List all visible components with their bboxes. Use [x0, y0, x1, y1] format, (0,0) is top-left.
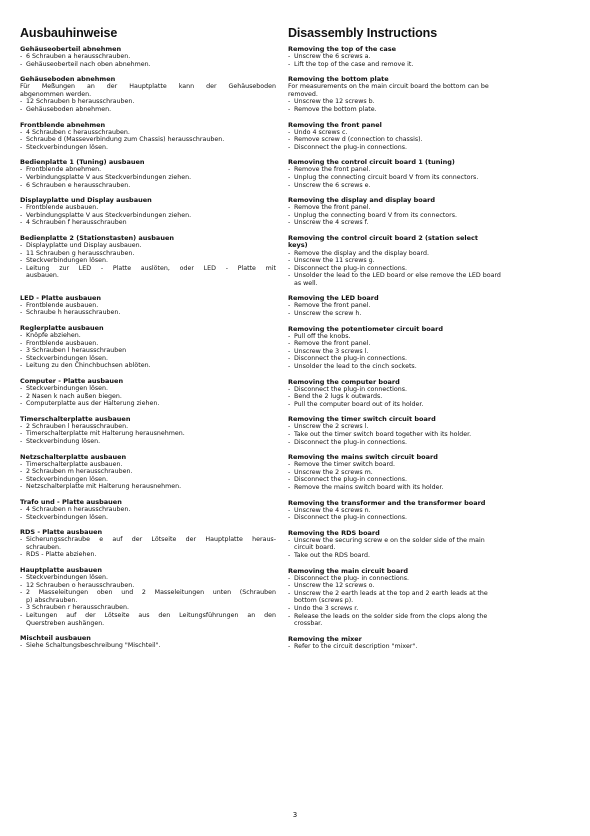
list-item: - Remove the front panel. — [288, 166, 538, 174]
list-item: - Lift the top of the case and remove it. — [288, 61, 538, 69]
list-item: - Unscrew the 2 screws m. — [288, 469, 538, 477]
text-line: For measurements on the main circuit board the bottom can be — [288, 83, 489, 91]
list-item: - 4 Schrauben c herausschrauben. — [20, 129, 276, 137]
english-sections — [288, 45, 538, 650]
list-item: - Refer to the circuit description "mixer". — [288, 643, 538, 651]
instruction-section — [20, 634, 276, 650]
german-column-title: Ausbauhinweise — [20, 26, 118, 40]
list-item: - Disconnect the plug-in connections. — [288, 355, 538, 363]
list-item: - 2 Masseleitungen oben und 2 Masseleitungen unten (Schrauben — [20, 589, 276, 597]
instruction-section — [288, 325, 538, 371]
list-item: - Remove the front panel. — [288, 204, 538, 212]
instruction-section — [20, 158, 276, 189]
text-line: p) abschrauben. — [26, 596, 78, 604]
section-heading: Removing the control circuit board 1 (tuning) — [288, 158, 455, 167]
section-heading: LED - Platte ausbauen — [20, 293, 102, 302]
list-item: - Leitung zu den Chinchbuchsen ablöten. — [20, 362, 276, 370]
list-item: - Release the leads on the solder side from the clops along the — [288, 613, 538, 621]
list-item: - Schraube d (Masseverbindung zum Chassis) herausschrauben. — [20, 136, 276, 144]
section-heading: Removing the potentiometer circuit board — [288, 324, 444, 333]
list-item: - 2 Schrauben m herausschrauben. — [20, 468, 276, 476]
section-heading: Frontblende abnehmen — [20, 120, 106, 129]
instruction-section — [288, 158, 538, 189]
instruction-section — [20, 415, 276, 446]
list-item: - Schraube h herausschrauben. — [20, 309, 276, 317]
section-heading: RDS - Platte ausbauen — [20, 528, 103, 537]
list-item: - Netzschalterplatte mit Halterung herausnehmen. — [20, 483, 276, 491]
list-item: - Unscrew the 11 screws g. — [288, 257, 538, 265]
section-heading: Hauptplatte ausbauen — [20, 565, 102, 574]
instruction-section — [20, 324, 276, 370]
list-item: - RDS - Platte abziehen. — [20, 551, 276, 559]
instruction-section — [20, 294, 276, 317]
list-item: - Leitungen auf der Lötseite aus den Leitungsführungen an den — [20, 612, 276, 620]
english-column-title: Disassembly Instructions — [288, 26, 438, 40]
german-column — [20, 26, 276, 650]
section-heading: Removing the bottom plate — [288, 75, 389, 84]
german-sections — [20, 45, 276, 650]
text-line: crossbar. — [294, 620, 323, 628]
section-heading: Removing the timer switch circuit board — [288, 415, 436, 424]
section-heading: Mischteil ausbauen — [20, 634, 91, 643]
text-line: as well. — [294, 279, 318, 287]
list-item: - Frontblende ausbauen. — [20, 340, 276, 348]
list-item: - Steckverbindungen lösen. — [20, 476, 276, 484]
list-item: - Unsolder the lead to the cinch sockets. — [288, 363, 538, 371]
section-heading: Removing the LED board — [288, 294, 379, 303]
instruction-section — [288, 415, 538, 446]
section-heading: Computer - Platte ausbauen — [20, 377, 124, 386]
english-column — [288, 26, 538, 650]
list-item: - 2 Schrauben l herausschrauben. — [20, 423, 276, 431]
list-item: - Gehäuseboden abnehmen. — [20, 106, 276, 114]
list-item: - 4 Schrauben f herausschrauben — [20, 219, 276, 227]
list-item: - Sicherungsschraube e auf der Lötseite der Hauptplatte heraus- — [20, 536, 276, 544]
list-item: - Take out the RDS board. — [288, 552, 538, 560]
section-heading: Timerschalterplatte ausbauen — [20, 414, 131, 423]
list-item: - 12 Schrauben b herausschrauben. — [20, 98, 276, 106]
list-item: - Disconnect the plug-in connections. — [288, 476, 538, 484]
instruction-section — [288, 294, 538, 317]
instruction-section — [20, 498, 276, 521]
list-item: - Timerschalterplatte mit Halterung herausnehmen. — [20, 430, 276, 438]
list-item: - Disconnect the plug-in connections. — [288, 265, 538, 273]
instruction-section — [20, 121, 276, 152]
list-item: - Disconnect the plug-in connections. — [288, 439, 538, 447]
list-item: - 6 Schrauben a herausschrauben. — [20, 53, 276, 61]
instruction-section — [288, 378, 538, 409]
list-item: - 2 Nasen k nach außen biegen. — [20, 393, 276, 401]
list-item: - Steckverbindungen lösen. — [20, 514, 276, 522]
list-item: - Disconnect the plug- in connections. — [288, 575, 538, 583]
list-item: - Remove the front panel. — [288, 302, 538, 310]
instruction-section — [20, 196, 276, 227]
section-heading: Reglerplatte ausbauen — [20, 324, 104, 333]
list-item: - 11 Schrauben g herausschrauben. — [20, 250, 276, 258]
section-heading: Removing the main circuit board — [288, 566, 409, 575]
list-item: - Frontblende ausbauen. — [20, 302, 276, 310]
section-heading: Removing the RDS board — [288, 528, 380, 537]
instruction-section — [20, 234, 276, 280]
instruction-section — [288, 45, 538, 68]
list-item: - Timerschalterplatte ausbauen. — [20, 461, 276, 469]
section-heading: Removing the control circuit board 2 (station select — [288, 233, 478, 242]
list-item: - Bend the 2 lugs k outwards. — [288, 393, 538, 401]
list-item: - 12 Schrauben o herausschrauben. — [20, 582, 276, 590]
list-item: - Remove the front panel. — [288, 340, 538, 348]
list-item: - Siehe Schaltungsbeschreibung "Mischteil". — [20, 642, 276, 650]
instruction-section — [288, 234, 538, 288]
section-heading: Removing the transformer and the transformer board — [288, 498, 486, 507]
list-item: - Leitung zur LED - Platte auslöten, oder LED - Platte mit — [20, 265, 276, 273]
list-item: - 4 Schrauben n herausschrauben. — [20, 506, 276, 514]
list-item: - Remove the bottom plate. — [288, 106, 538, 114]
instruction-section — [288, 453, 538, 491]
list-item: - Steckverbindungen lösen. — [20, 257, 276, 265]
instruction-section — [288, 529, 538, 560]
text-line: keys) — [288, 240, 308, 249]
list-item: - Unplug the connecting circuit board V from its connectors. — [288, 174, 538, 182]
section-heading: Displayplatte und Display ausbauen — [20, 196, 152, 205]
list-item: - Verbindungsplatte V aus Steckverbindungen ziehen. — [20, 174, 276, 182]
section-heading: Removing the display and display board — [288, 196, 435, 205]
list-item: - Displayplatte und Display ausbauen. — [20, 242, 276, 250]
list-item: - Frontblende ausbauen. — [20, 204, 276, 212]
list-item: - Unscrew the 12 screws o. — [288, 582, 538, 590]
list-item: - Unscrew the 12 screws b. — [288, 98, 538, 106]
section-heading: Bedienplatte 1 (Tuning) ausbauen — [20, 158, 145, 167]
list-item: - Steckverbindungen lösen. — [20, 385, 276, 393]
instruction-section — [288, 121, 538, 152]
text-line: abgenommen werden. — [20, 90, 92, 98]
list-item: - Unscrew the 2 earth leads at the top and 2 earth leads at the — [288, 590, 538, 598]
text-line: removed. — [288, 90, 318, 98]
list-item: - Disconnect the plug-in connections. — [288, 144, 538, 152]
text-line: Für Meßungen an der Hauptplatte kann der Gehäuseboden — [20, 83, 276, 91]
list-item: - Undo the 3 screws r. — [288, 605, 538, 613]
list-item: - Remove screw d (connection to chassis). — [288, 136, 538, 144]
instruction-section — [20, 75, 276, 113]
section-heading: Removing the top of the case — [288, 45, 397, 53]
list-item: - Frontblende abnehmen. — [20, 166, 276, 174]
list-item: - Remove the timer switch board. — [288, 461, 538, 469]
list-item: - Unscrew the 2 screws l. — [288, 423, 538, 431]
list-item: - 6 Schrauben e herausschrauben. — [20, 182, 276, 190]
list-item: - Unscrew the securing screw e on the solder side of the main — [288, 537, 538, 545]
list-item: - Undo 4 screws c. — [288, 129, 538, 137]
list-item: - Steckverbindungen lösen. — [20, 355, 276, 363]
list-item: - Take out the timer switch board together with its holder. — [288, 431, 538, 439]
list-item: - Steckverbindungen lösen. — [20, 574, 276, 582]
text-line: bottom (screws p). — [294, 597, 354, 605]
list-item: - Computerplatte aus der Halterung ziehen. — [20, 400, 276, 408]
list-item: - Unscrew the 4 screws f. — [288, 219, 538, 227]
instruction-section — [20, 45, 276, 68]
list-item: - Unscrew the 6 screws e. — [288, 182, 538, 190]
instruction-section — [20, 528, 276, 559]
list-item: - Unsolder the lead to the LED board or else remove the LED board — [288, 272, 538, 280]
list-item: - Pull off the knobs. — [288, 333, 538, 341]
list-item: - Remove the display and the display board. — [288, 250, 538, 258]
section-heading: Netzschalterplatte ausbauen — [20, 452, 127, 461]
list-item: - Steckverbindung lösen. — [20, 438, 276, 446]
section-heading: Trafo und - Platte ausbauen — [20, 497, 122, 506]
page-number: 3 — [292, 811, 298, 819]
instruction-section — [288, 196, 538, 227]
text-line: Querstreben aushängen. — [26, 619, 105, 627]
instruction-section — [20, 566, 276, 627]
instruction-section — [20, 453, 276, 491]
section-heading: Removing the mixer — [288, 634, 362, 643]
text-line: schrauben. — [26, 543, 62, 551]
section-heading: Bedienplatte 2 (Stationstasten) ausbauen — [20, 233, 174, 242]
list-item: - Unplug the connecting board V from its connectors. — [288, 212, 538, 220]
list-item: - 3 Schrauben l herausschrauben — [20, 347, 276, 355]
list-item: - Steckverbindungen lösen. — [20, 144, 276, 152]
list-item: - Unscrew the screw h. — [288, 310, 538, 318]
list-item: - Unscrew the 4 screws n. — [288, 507, 538, 515]
list-item: - 3 Schrauben r herausschrauben. — [20, 604, 276, 612]
instruction-section — [20, 377, 276, 408]
list-item: - Knöpfe abziehen. — [20, 332, 276, 340]
section-heading: Gehäuseoberteil abnehmen — [20, 45, 122, 53]
text-line: ausbauen. — [26, 272, 59, 280]
list-item: - Remove the mains switch board with its holder. — [288, 484, 538, 492]
section-heading: Removing the mains switch circuit board — [288, 453, 438, 462]
list-item: - Unscrew the 6 screws a. — [288, 53, 538, 61]
instruction-section — [288, 635, 538, 651]
list-item: - Disconnect the plug-in connections. — [288, 514, 538, 522]
instruction-section — [288, 499, 538, 522]
list-item: - Pull the computer board out of its holder. — [288, 401, 538, 409]
list-item: - Unscrew the 3 screws l. — [288, 348, 538, 356]
instruction-section — [288, 567, 538, 628]
instruction-section — [288, 75, 538, 113]
section-heading: Gehäuseboden abnehmen — [20, 75, 116, 84]
section-heading: Removing the front panel — [288, 120, 382, 129]
text-line: circuit board. — [294, 544, 336, 552]
list-item: - Disconnect the plug-in connections. — [288, 386, 538, 394]
list-item: - Verbindungsplatte V aus Steckverbindungen ziehen. — [20, 212, 276, 220]
list-item: - Gehäuseoberteil nach oben abnehmen. — [20, 61, 276, 69]
section-heading: Removing the computer board — [288, 377, 400, 386]
